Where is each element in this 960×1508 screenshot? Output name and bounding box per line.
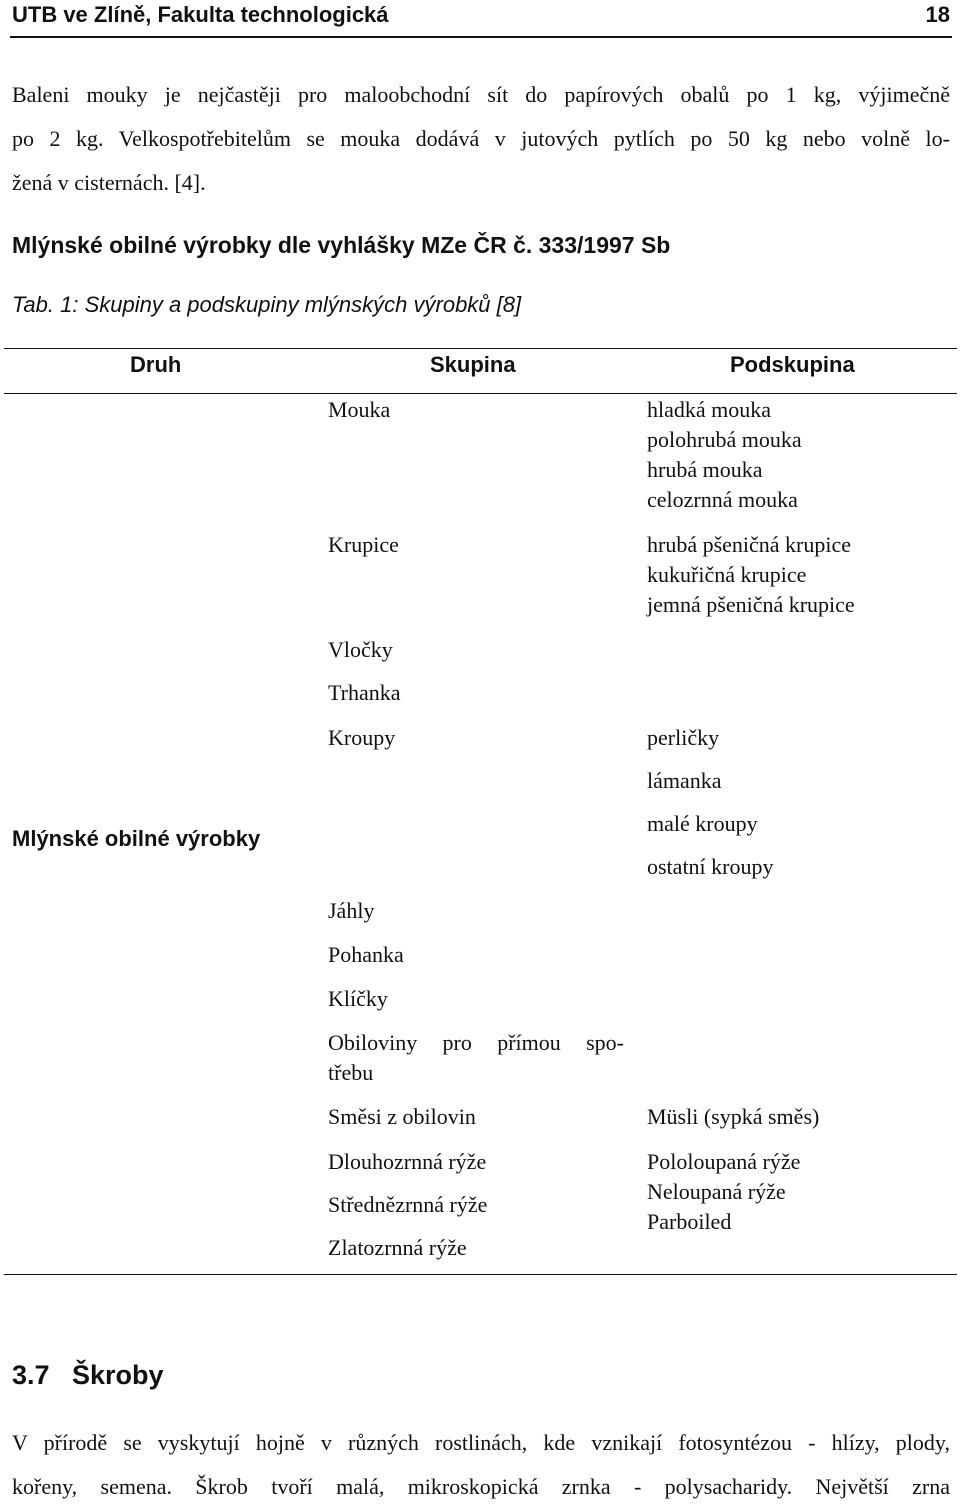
podskupina-mouka-1: hladká mouka [647, 397, 772, 422]
column-header-druh: Druh [130, 352, 182, 377]
section-number: 3.7 [12, 1360, 50, 1390]
section-title: Škroby [72, 1360, 164, 1390]
column-header-podskupina: Podskupina [730, 352, 855, 377]
skupina-obiloviny-line-2: třebu [328, 1060, 374, 1085]
skupina-zlatozrnna-ryze: Zlatozrnná rýže [328, 1235, 467, 1260]
skupina-klicky: Klíčky [328, 986, 388, 1011]
podskupina-krupice-2: kukuřičná krupice [647, 562, 807, 587]
column-header-skupina: Skupina [430, 352, 516, 377]
podskupina-mouka-3: hrubá mouka [647, 457, 763, 482]
skupina-krupice: Krupice [328, 532, 399, 557]
podskupina-krupice-3: jemná pšeničná krupice [647, 592, 855, 617]
skupina-mouka: Mouka [328, 397, 391, 422]
podskupina-kroupy-4: ostatní kroupy [647, 854, 774, 879]
skupina-strednezrnna-ryze: Střednězrnná rýže [328, 1192, 488, 1217]
druh-cell: Mlýnské obilné výrobky [12, 826, 261, 851]
page-header [10, 0, 952, 38]
skupina-dlouhozrnna-ryze: Dlouhozrnná rýže [328, 1149, 487, 1174]
podskupina-smesi: Müsli (sypká směs) [647, 1104, 820, 1129]
podskupina-mouka-4: celozrnná mouka [647, 487, 798, 512]
podskupina-ryze-1: Pololoupaná rýže [647, 1149, 801, 1174]
section-line-1: V přírodě se vyskytují hojně v různých rostlinách, kde vznikají fotosyntézou - hlízy, plody, [12, 1430, 950, 1455]
page-number: 18 [925, 2, 950, 27]
skupina-trhanka: Trhanka [328, 680, 401, 705]
skupina-pohanka: Pohanka [328, 942, 404, 967]
intro-line-3: žená v cisternách. [4]. [12, 170, 206, 195]
intro-line-1: Baleni mouky je nejčastěji pro maloobchodní sít do papírových obalů po 1 kg, výjimečně [12, 82, 950, 107]
table-header-rule [4, 393, 957, 394]
section-line-2: kořeny, semena. Škrob tvoří malá, mikroskopická zrnka - polysacharidy. Největší zrna [12, 1474, 950, 1499]
skupina-jahly: Jáhly [328, 898, 375, 923]
section-heading [12, 1360, 164, 1391]
skupina-vlocky: Vločky [328, 637, 393, 662]
podskupina-mouka-2: polohrubá mouka [647, 427, 802, 452]
table-bottom-rule [4, 1274, 957, 1275]
podskupina-ryze-2: Neloupaná rýže [647, 1179, 786, 1204]
skupina-kroupy: Kroupy [328, 725, 396, 750]
subheading: Mlýnské obilné výrobky dle vyhlášky MZe ČR č. 333/1997 Sb [12, 232, 671, 258]
table-top-rule [4, 348, 957, 349]
table-caption: Tab. 1: Skupiny a podskupiny mlýnských výrobků [8] [12, 292, 522, 317]
skupina-smesi: Směsi z obilovin [328, 1104, 476, 1129]
intro-line-2: po 2 kg. Velkospotřebitelům se mouka dodává v jutových pytlích po 50 kg nebo volně lo- [12, 126, 950, 151]
header-title: UTB ve Zlíně, Fakulta technologická [12, 2, 389, 27]
podskupina-krupice-1: hrubá pšeničná krupice [647, 532, 852, 557]
podskupina-kroupy-1: perličky [647, 725, 720, 750]
podskupina-kroupy-2: lámanka [647, 768, 722, 793]
podskupina-ryze-3: Parboiled [647, 1209, 732, 1234]
skupina-obiloviny-line-1: Obiloviny pro přímou spo- [328, 1030, 624, 1055]
podskupina-kroupy-3: malé kroupy [647, 811, 758, 836]
